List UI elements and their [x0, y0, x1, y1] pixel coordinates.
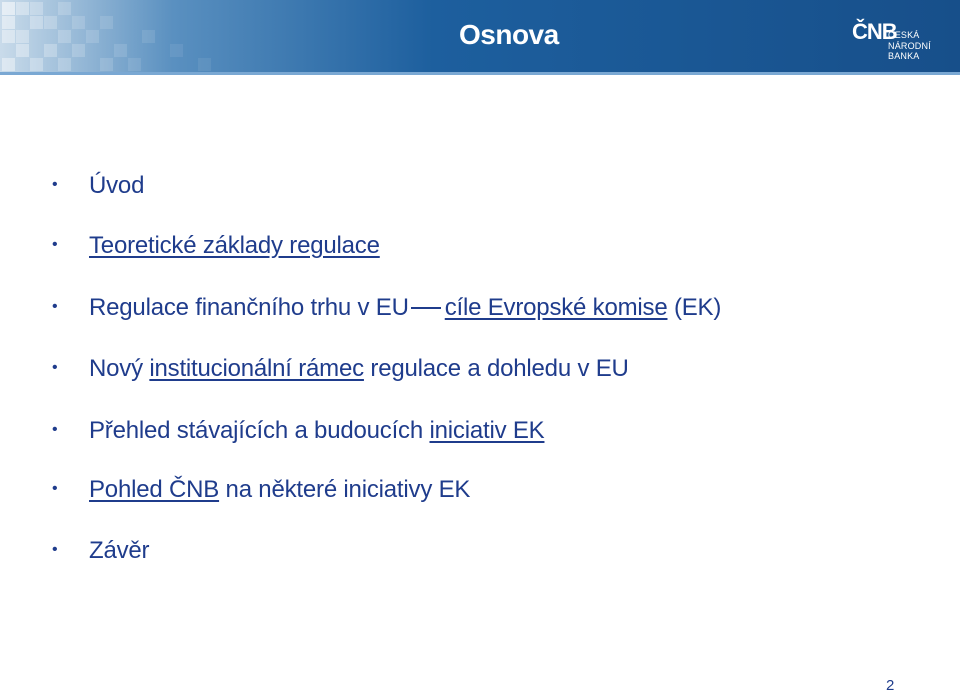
header-divider	[0, 72, 960, 75]
logo-text-line1: ČESKÁ	[888, 30, 920, 40]
bullet-icon: •	[52, 176, 58, 193]
outline-item-text: Závěr	[89, 537, 150, 564]
outline-item-link[interactable]: iniciativ EK	[429, 417, 545, 444]
outline-item-part: regulace a dohledu v EU	[370, 355, 629, 382]
bullet-icon: •	[52, 480, 58, 497]
bullet-icon: •	[52, 359, 58, 376]
outline-item-part: Přehled stávajících a budoucích	[89, 417, 424, 444]
outline-item-text: Úvod	[89, 172, 145, 199]
outline-item-text	[89, 294, 721, 322]
outline-item-link[interactable]: cíle Evropské komise	[444, 294, 668, 321]
outline-item-link[interactable]: Teoretické základy regulace	[89, 232, 380, 259]
mosaic-decoration	[0, 0, 260, 72]
outline-item-part: Nový	[89, 355, 143, 382]
logo-text-line2: NÁRODNÍ BANKA	[888, 41, 931, 61]
bullet-icon: •	[52, 298, 58, 315]
outline-item-part: (EK)	[673, 294, 722, 321]
outline-item-text	[89, 355, 629, 383]
cnb-logo	[852, 17, 944, 61]
outline-item-part: na některé iniciativy EK	[225, 476, 471, 503]
outline-item-text	[89, 417, 544, 445]
bullet-icon: •	[52, 541, 58, 558]
dash-separator	[411, 307, 441, 309]
slide-title: Osnova	[459, 19, 559, 50]
page-number: 2	[886, 677, 895, 694]
bullet-icon: •	[52, 421, 58, 438]
outline-item-text	[89, 476, 470, 504]
outline-item-part: Regulace finančního trhu v EU	[89, 294, 409, 321]
logo-mark: ČNB	[852, 19, 897, 44]
outline-item-link[interactable]: institucionální rámec	[149, 355, 364, 382]
bullet-icon: •	[52, 236, 58, 253]
outline-item-link[interactable]: Pohled ČNB	[89, 476, 220, 503]
slide-header	[0, 0, 960, 72]
